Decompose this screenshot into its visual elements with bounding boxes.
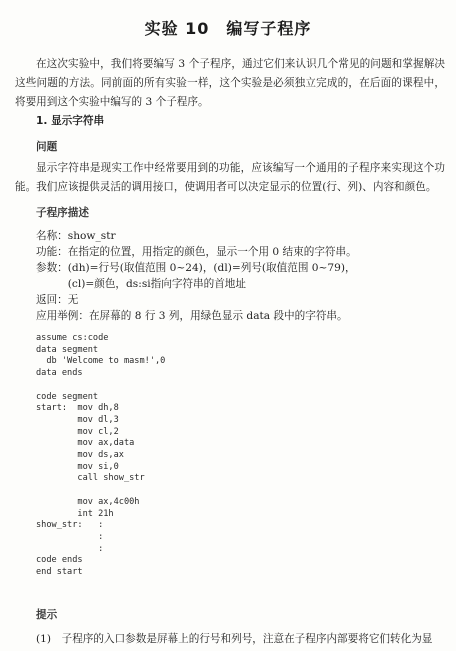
desc-function-line: 功能：在指定的位置，用指定的颜色，显示一个用 0 结束的字符串。 [36, 246, 357, 258]
description-heading: 子程序描述 [36, 207, 89, 219]
desc-example-line: 应用举例：在屏幕的 8 行 3 列，用绿色显示 data 段中的字符串。 [36, 310, 348, 322]
desc-return-line: 返回：无 [36, 294, 79, 306]
section-heading: 1. 显示字符串 [36, 115, 105, 127]
desc-params-line-2: (cl)=颜色，ds:si指向字符串的首地址 [36, 278, 246, 290]
desc-params-line: 参数：(dh)=行号(取值范围 0~24)，(dl)=列号(取值范围 0~79)， [36, 262, 356, 274]
problem-paragraph: 显示字符串是现实工作中经常要用到的功能，应该编写一个通用的子程序来实现这个功能。我们应该提供灵活的调用接口，使调用者可以决定显示的位置(行、列)、内容和颜色。 [15, 162, 445, 193]
problem-heading: 问题 [36, 141, 58, 153]
intro-paragraph: 在这次实验中，我们将要编写 3 个子程序，通过它们来认识几个常见的问题和掌握解决这些问题的方法。同前面的所有实验一样，这个实验是必须独立完成的，在后面的课程中，将要用到这个实验中编写的 3 个子程序。 [15, 58, 445, 108]
code-listing: assume cs:code data segment db 'Welcome to masm!',0 data ends code segment start: mov dh,8 mov dl,3 mov cl,2 mov ax,data mov ds,ax mov si,0 call show_str mov ax,4c00h int 21h show_str: : : : code ends end start [36, 333, 166, 578]
hint-heading: 提示 [36, 609, 58, 621]
page-title: 实验 10 编写子程序 [144, 19, 312, 38]
hint-list-item: (1) 子程序的入口参数是屏幕上的行号和列号，注意在子程序内部要将它们转化为显 [36, 633, 433, 645]
desc-name-line: 名称：show_str [36, 230, 116, 242]
